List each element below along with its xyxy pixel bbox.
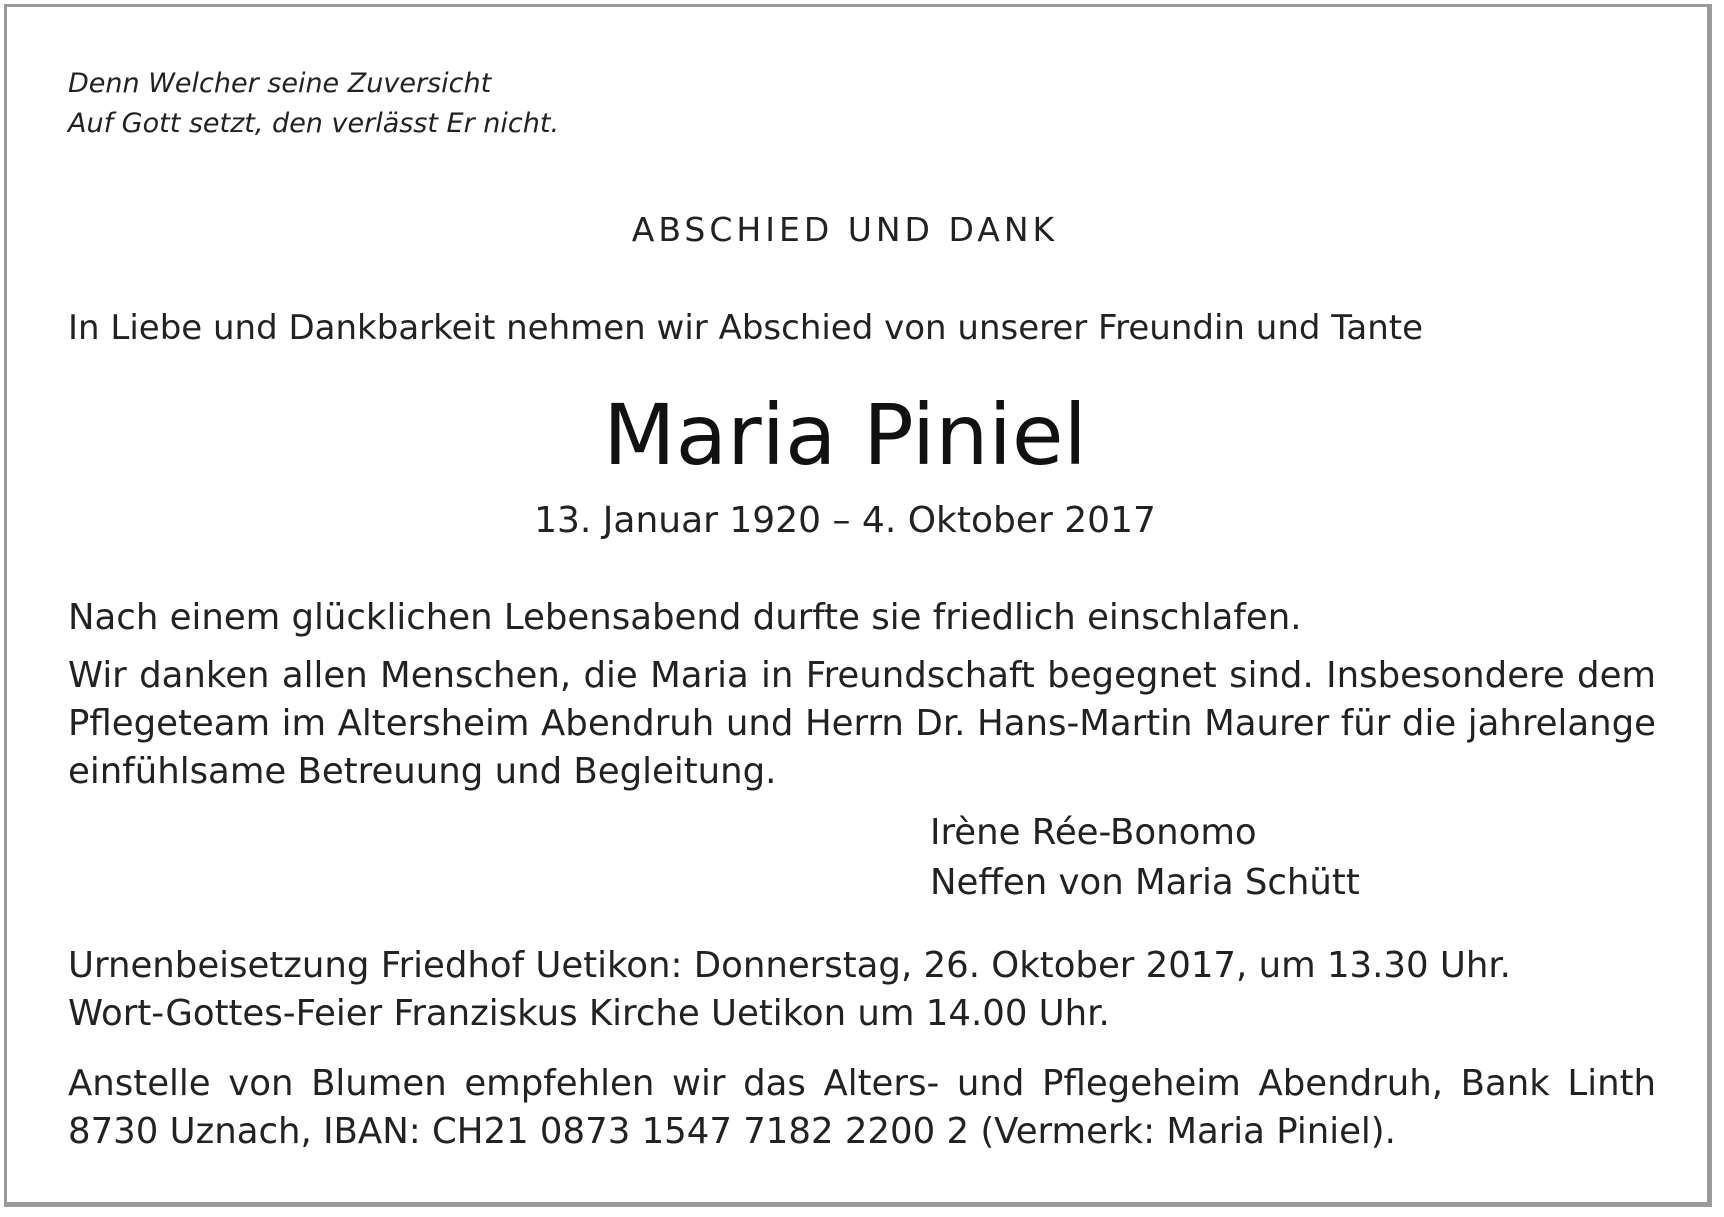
signer-1: Irène Rée-Bonomo — [930, 812, 1257, 853]
funeral-line-2: Wort-Gottes-Feier Franziskus Kirche Uetikon um 14.00 Uhr. — [68, 993, 1110, 1034]
donation-info — [68, 1060, 1658, 1156]
funeral-details — [68, 942, 1658, 1038]
thanks-line-3: einfühlsame Betreuung und Begleitung. — [68, 751, 777, 792]
motto-line-1: Denn Welcher seine Zuversicht — [68, 68, 492, 99]
deceased-name: Maria Piniel — [603, 386, 1087, 484]
thanks-paragraph — [68, 652, 1658, 796]
donation-line-1: Anstelle von Blumen empfehlen wir das Alters- und Pflegeheim Abendruh, Bank Linth — [68, 1063, 1656, 1104]
thanks-line-1: Wir danken allen Menschen, die Maria in Freundschaft begegnet sind. Insbesondere dem — [68, 655, 1656, 696]
life-dates: 13. Januar 1920 – 4. Oktober 2017 — [534, 500, 1156, 541]
motto-line-2: Auf Gott setzt, den verlässt Er nicht. — [68, 108, 560, 139]
notice-heading: ABSCHIED UND DANK — [631, 210, 1059, 249]
thanks-line-2: Pflegeteam im Altersheim Abendruh und Herrn Dr. Hans-Martin Maurer für die jahrelange — [68, 703, 1656, 744]
peaceful-passing-text: Nach einem glücklichen Lebensabend durfte sie friedlich einschlafen. — [68, 597, 1302, 638]
signer-2: Neffen von Maria Schütt — [930, 862, 1360, 903]
intro-text: In Liebe und Dankbarkeit nehmen wir Abschied von unserer Freundin und Tante — [68, 308, 1424, 348]
motto-verse — [68, 64, 559, 144]
donation-line-2: 8730 Uznach, IBAN: CH21 0873 1547 7182 2200 2 (Vermerk: Maria Piniel). — [68, 1111, 1396, 1152]
funeral-line-1: Urnenbeisetzung Friedhof Uetikon: Donnerstag, 26. Oktober 2017, um 13.30 Uhr. — [68, 945, 1511, 986]
signers — [930, 808, 1360, 908]
